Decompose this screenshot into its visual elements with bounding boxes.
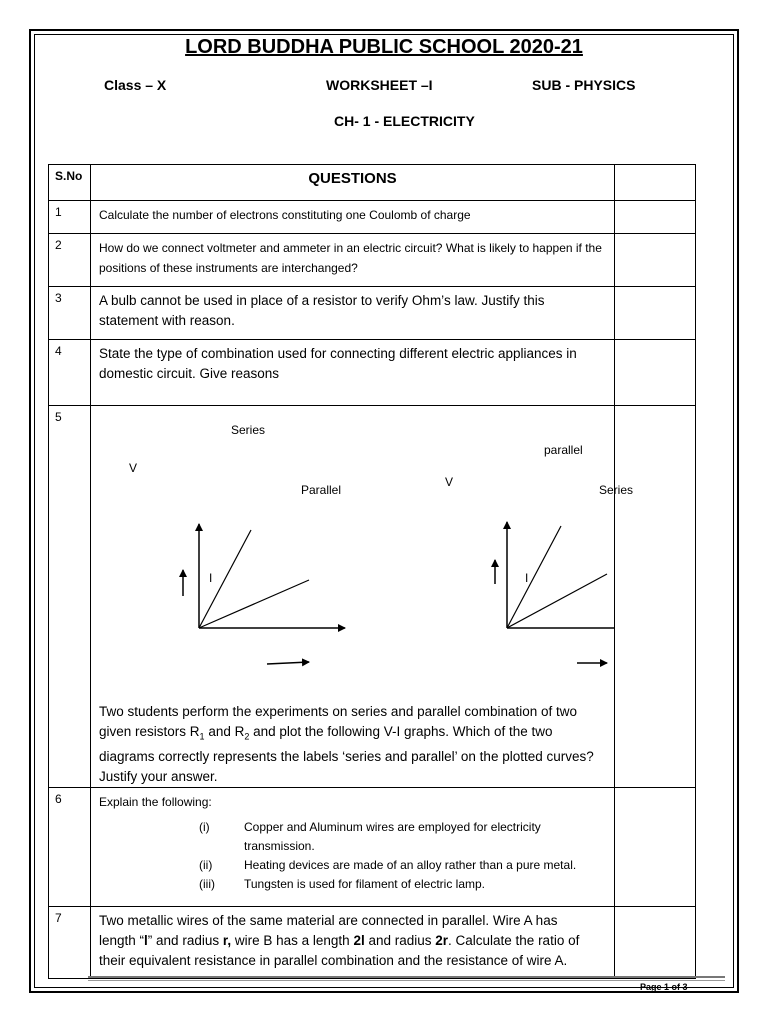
question-number: 5: [49, 406, 91, 788]
question-text: How do we connect voltmeter and ammeter in an electric circuit? What is likely to happen if the positions of these instruments are interchanged?: [91, 234, 615, 287]
graph2-shallow-line: [507, 574, 607, 628]
table-row: [49, 906, 696, 978]
graph1-steep-line: [199, 530, 251, 628]
question-text: State the type of combination used for connecting different electric appliances in domestic circuit. Give reasons: [91, 340, 615, 406]
question-number: 1: [49, 201, 91, 234]
q5-line-1: Two students perform the experiments on series and parallel combination of two: [99, 704, 577, 719]
q5-line-3: diagrams correctly represents the labels ‘series and parallel’ on the plotted curves? Justify your answer.: [99, 748, 594, 784]
graph1-parallel-label: Parallel: [301, 483, 342, 497]
question-text: [91, 406, 634, 788]
question-number: 7: [49, 906, 91, 978]
table-row: [49, 340, 696, 406]
graph1-voltage-arrow: [267, 662, 309, 664]
page-number: Page 1 of 3: [640, 982, 688, 992]
table-row: [49, 406, 696, 788]
question-text: Calculate the number of electrons constituting one Coulomb of charge: [91, 201, 615, 234]
table-header-row: [49, 165, 696, 201]
graph2-parallel-label: parallel: [544, 443, 583, 457]
questions-table: [48, 164, 696, 979]
list-item: (ii) Heating devices are made of an alloy rather than a pure metal.: [199, 857, 577, 872]
question-text: [91, 787, 615, 906]
graph2-i-label: I: [525, 571, 529, 585]
graph1-i-label: I: [209, 571, 213, 585]
subject-label: SUB - PHYSICS: [532, 77, 636, 93]
table-row: [49, 787, 696, 906]
graphs-drawing: [91, 406, 615, 702]
graph2-v-label: V: [445, 475, 454, 489]
worksheet-label: WORKSHEET –I: [326, 77, 433, 93]
question-number: 3: [49, 287, 91, 340]
footer-rule-thin: [88, 980, 725, 981]
class-label: Class – X: [104, 77, 167, 93]
vi-graphs: [99, 406, 634, 702]
question-text: A bulb cannot be used in place of a resistor to verify Ohm’s law. Justify this statement with reason.: [91, 287, 615, 340]
graph2-steep-line: [507, 526, 561, 628]
table-row: [49, 201, 696, 234]
questions-header: QUESTIONS: [91, 165, 615, 201]
graph2-series-label: Series: [599, 483, 634, 497]
table-row: [49, 234, 696, 287]
chapter-title: CH- 1 - ELECTRICITY: [334, 113, 475, 129]
school-title: LORD BUDDHA PUBLIC SCHOOL 2020-21: [185, 36, 583, 58]
question-number: 2: [49, 234, 91, 287]
list-item: (i) Copper and Aluminum wires are employed for electricity transmission.: [199, 819, 541, 853]
table-row: [49, 287, 696, 340]
graph1-shallow-line: [199, 580, 309, 628]
question-number: 4: [49, 340, 91, 406]
q5-line-2: given resistors $R_1$ and $R_2$ and plot the following V-I graphs. Which of the two: [99, 724, 553, 742]
q6-sublist: [99, 818, 606, 894]
graph1-v-label: V: [129, 461, 138, 475]
question-number: 6: [49, 787, 91, 906]
question-text: Two metallic wires of the same material are connected in parallel. Wire A has length “l” and radius r, wire B has a length 2l and radius 2r. Calculate the ratio of their equivalent resistance in parallel combination and the resistance of wire A.: [91, 906, 615, 978]
footer-rule: [88, 976, 725, 978]
graph1-series-label: Series: [231, 423, 266, 437]
marks-cell: [615, 165, 696, 201]
list-item: (iii) Tungsten is used for filament of electric lamp.: [199, 876, 485, 891]
sno-header: S.No: [49, 165, 91, 201]
q6-intro: Explain the following:: [99, 794, 212, 809]
